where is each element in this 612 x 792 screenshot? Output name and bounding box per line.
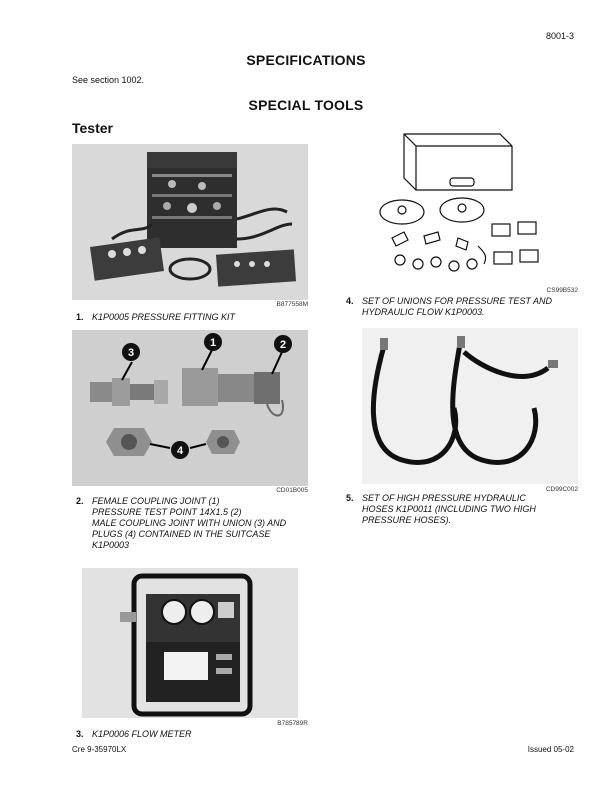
figure-2-caption-line: MALE COUPLING JOINT WITH UNION (3) AND <box>92 518 287 528</box>
figure-3-code: B785789R <box>277 720 308 727</box>
figure-2-code: CD01B005 <box>276 487 308 494</box>
figure-3-number: 3. <box>76 729 84 739</box>
footer-issue-date: Issued 05-02 <box>527 745 574 754</box>
page-number: 8001-3 <box>545 31 574 41</box>
flow-meter-photo <box>82 568 298 718</box>
figure-2-caption-line: PRESSURE TEST POINT 14X1.5 (2) <box>92 507 242 517</box>
callout-4: 4 <box>176 445 184 457</box>
pressure-fitting-kit-photo <box>72 144 308 300</box>
figure-4-number: 4. <box>346 296 354 306</box>
footer-doc-code: Cre 9-35970LX <box>72 745 127 754</box>
figure-5-caption-line: HOSES K1P0011 (INCLUDING TWO HIGH <box>362 504 536 514</box>
figure-4-code: CS99B532 <box>546 287 578 294</box>
figure-1-caption-line: K1P0005 PRESSURE FITTING KIT <box>92 312 236 322</box>
callout-3: 3 <box>127 347 135 359</box>
figure-4-caption-line: SET OF UNIONS FOR PRESSURE TEST AND <box>362 296 553 306</box>
figure-4-caption-line: HYDRAULIC FLOW K1P0003. <box>362 307 485 317</box>
specifications-text: See section 1002. <box>72 75 145 85</box>
figure-2-number: 2. <box>76 496 84 506</box>
figure-2-caption-line: FEMALE COUPLING JOINT (1) <box>92 496 220 506</box>
figure-3-caption-line: K1P0006 FLOW METER <box>92 729 192 739</box>
unions-set-illustration <box>362 126 562 286</box>
callout-2: 2 <box>279 339 287 351</box>
figure-1-code: B877558M <box>276 301 308 308</box>
figure-1-number: 1. <box>76 312 84 322</box>
figure-2-caption-line: PLUGS (4) CONTAINED IN THE SUITCASE <box>92 529 271 539</box>
callout-1: 1 <box>209 337 217 349</box>
special-tools-heading: SPECIAL TOOLS <box>248 97 364 113</box>
figure-5-caption-line: PRESSURE HOSES). <box>362 515 452 525</box>
figure-5-caption-line: SET OF HIGH PRESSURE HYDRAULIC <box>362 493 526 503</box>
figure-2-caption-line: K1P0003 <box>92 540 130 550</box>
tester-subheading: Tester <box>72 120 113 136</box>
coupling-joints-photo <box>72 330 308 486</box>
hydraulic-hoses-photo <box>362 328 578 484</box>
figure-5-code: CD99C002 <box>545 486 578 493</box>
specifications-heading: SPECIFICATIONS <box>246 52 366 68</box>
figure-5-number: 5. <box>346 493 354 503</box>
